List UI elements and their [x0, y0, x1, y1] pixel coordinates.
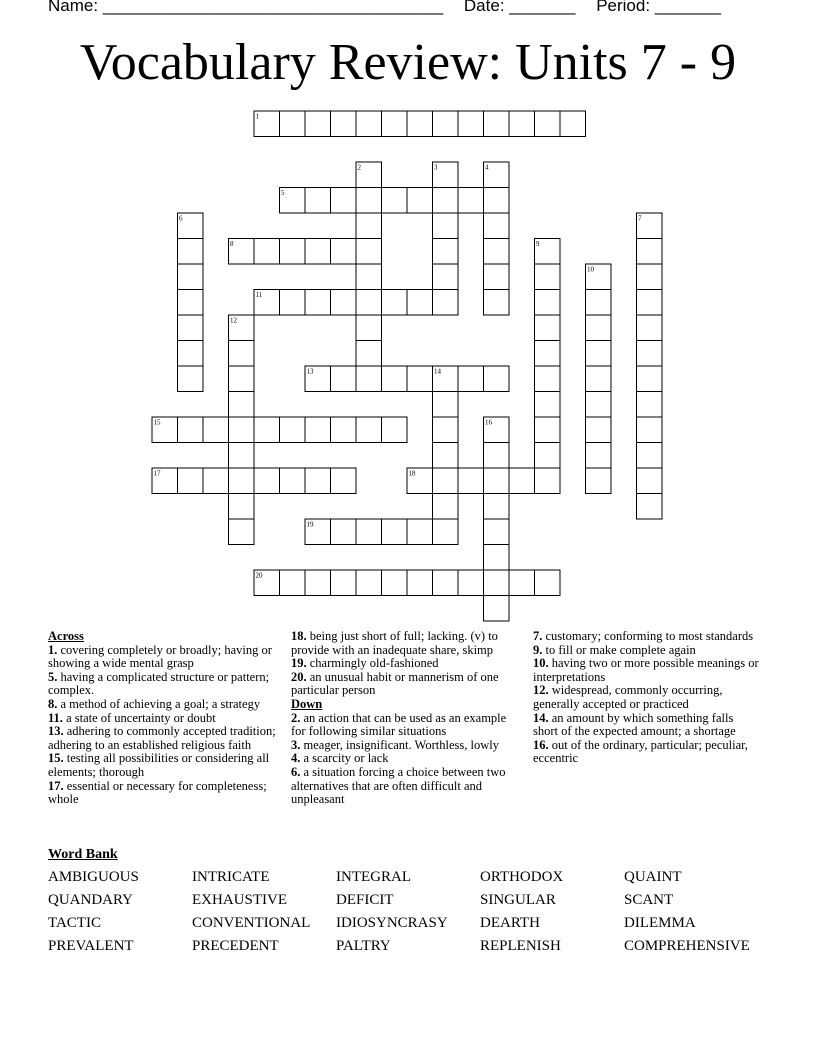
crossword-cell[interactable] — [484, 519, 510, 545]
crossword-cell[interactable] — [637, 443, 663, 469]
clue-text: an unusual habit or mannerism of one particular person — [291, 669, 499, 698]
crossword-cell[interactable] — [356, 417, 382, 443]
crossword-cell[interactable] — [382, 366, 408, 392]
clue-number: 20 — [255, 571, 263, 580]
clue-item — [48, 725, 278, 752]
clue-number-label: 8. — [48, 696, 58, 711]
crossword-cell[interactable] — [356, 519, 382, 545]
clue-number-label: 20. — [291, 669, 307, 684]
clue-number-label: 3. — [291, 737, 301, 752]
crossword-cell[interactable] — [382, 188, 408, 214]
clue-text: essential or necessary for completeness; whole — [48, 778, 267, 807]
crossword-cell[interactable] — [433, 417, 459, 443]
crossword-cell[interactable] — [433, 264, 459, 290]
clues-column-3 — [533, 630, 759, 766]
word-bank-item: DILEMMA — [624, 915, 696, 931]
crossword-cell[interactable] — [203, 417, 229, 443]
crossword-cell[interactable] — [331, 239, 357, 265]
crossword-cell[interactable] — [305, 468, 331, 494]
clue-item — [533, 684, 759, 711]
crossword-cell[interactable] — [305, 570, 331, 596]
down-heading: Down — [291, 696, 323, 711]
clue-item — [533, 657, 759, 684]
crossword-cell[interactable] — [535, 570, 561, 596]
crossword-cell[interactable] — [331, 519, 357, 545]
crossword-cell[interactable] — [637, 341, 663, 367]
crossword-cell[interactable] — [229, 443, 255, 469]
crossword-cell[interactable] — [356, 570, 382, 596]
clue-text: being just short of full; lacking. (v) to provide with an inadequate share, skimp — [291, 629, 498, 657]
date-field[interactable]: Date: _______ — [463, 0, 576, 15]
clue-number-label: 13. — [48, 724, 64, 739]
crossword-cell[interactable] — [331, 290, 357, 316]
crossword-cell[interactable] — [535, 392, 561, 418]
crossword-cell[interactable] — [305, 111, 331, 137]
clue-text: testing all possibilities or considering all elements; thorough — [48, 751, 270, 779]
clue-item — [291, 630, 523, 657]
crossword-cell[interactable] — [484, 443, 510, 469]
clue-item — [48, 671, 278, 698]
crossword-cell[interactable] — [433, 392, 459, 418]
crossword-cell[interactable] — [331, 570, 357, 596]
clue-number-label: 11. — [48, 710, 63, 725]
crossword-cell[interactable] — [586, 366, 612, 392]
word-bank-item: AMBIGUOUS — [48, 869, 139, 885]
clue-number: 15 — [153, 418, 161, 427]
word-bank-item: ORTHODOX — [480, 869, 564, 885]
crossword-cell[interactable] — [331, 366, 357, 392]
crossword-cell[interactable] — [484, 264, 510, 290]
crossword-cell[interactable] — [458, 188, 484, 214]
crossword-cell[interactable] — [484, 545, 510, 571]
clue-item — [48, 752, 278, 779]
crossword-cell[interactable] — [458, 366, 484, 392]
clue-item — [533, 712, 759, 739]
across-heading: Across — [48, 629, 84, 643]
crossword-cell[interactable] — [637, 468, 663, 494]
crossword-cell[interactable] — [178, 239, 204, 265]
crossword-cell[interactable] — [356, 239, 382, 265]
crossword-cell[interactable] — [484, 570, 510, 596]
crossword-cell[interactable] — [433, 494, 459, 520]
crossword-cell[interactable] — [535, 366, 561, 392]
clue-item — [48, 780, 278, 807]
clue-number-label: 15. — [48, 751, 64, 766]
crossword-cell[interactable] — [280, 417, 306, 443]
crossword-cell[interactable] — [637, 494, 663, 520]
clue-number: 14 — [434, 367, 441, 376]
crossword-cell[interactable] — [178, 417, 204, 443]
clue-text: out of the ordinary, particular; peculiar, eccentric — [533, 737, 748, 766]
crossword-cell[interactable] — [484, 366, 510, 392]
word-bank-item: SCANT — [624, 892, 674, 908]
crossword-cell[interactable] — [484, 468, 510, 494]
clue-number: 7 — [638, 214, 642, 223]
clue-number-label: 10. — [533, 656, 549, 671]
crossword-cell[interactable] — [280, 239, 306, 265]
crossword-cell[interactable] — [229, 468, 255, 494]
clue-item — [291, 752, 523, 766]
word-bank-item: QUAINT — [624, 869, 682, 885]
crossword-cell[interactable] — [178, 366, 204, 392]
crossword-cell[interactable] — [382, 417, 408, 443]
crossword-cell[interactable] — [305, 417, 331, 443]
clue-number: 19 — [306, 520, 314, 529]
crossword-cell[interactable] — [407, 111, 433, 137]
clue-number-label: 7. — [533, 629, 543, 643]
crossword-cell[interactable] — [586, 341, 612, 367]
clue-number-label: 1. — [48, 642, 58, 657]
crossword-cell[interactable] — [356, 341, 382, 367]
clue-item — [291, 657, 523, 671]
clue-number: 4 — [485, 163, 489, 172]
crossword-cell[interactable] — [407, 366, 433, 392]
word-bank-item: IDIOSYNCRASY — [336, 915, 448, 931]
word-bank-item: SINGULAR — [480, 892, 556, 908]
clue-number-label: 6. — [291, 764, 301, 779]
crossword-cell[interactable] — [484, 494, 510, 520]
crossword-cell[interactable] — [229, 341, 255, 367]
crossword-cell[interactable] — [229, 417, 255, 443]
crossword-cell[interactable] — [535, 315, 561, 341]
clue-text: to fill or make complete again — [542, 642, 696, 657]
clue-number-label: 2. — [291, 710, 301, 725]
crossword-cell[interactable] — [433, 188, 459, 214]
crossword-cell[interactable] — [535, 290, 561, 316]
clue-number: 8 — [230, 240, 234, 248]
clue-number: 5 — [281, 189, 285, 197]
word-bank-item: TACTIC — [48, 915, 101, 931]
word-bank-item: EXHAUSTIVE — [192, 892, 287, 908]
crossword-cell[interactable] — [535, 468, 561, 494]
clue-number-label: 17. — [48, 778, 64, 793]
clue-number-label: 19. — [291, 656, 307, 671]
clue-text: an action that can be used as an example for following similar situations — [291, 710, 507, 739]
crossword-cell[interactable] — [586, 417, 612, 443]
clue-text: adhering to commonly accepted tradition; adhering to an established religious faith — [48, 724, 276, 752]
crossword-cell[interactable] — [535, 417, 561, 443]
crossword-cell[interactable] — [178, 290, 204, 316]
crossword-cell[interactable] — [637, 264, 663, 290]
crossword-cell[interactable] — [229, 519, 255, 545]
crossword-cell[interactable] — [407, 290, 433, 316]
clue-text: a method of achieving a goal; a strategy — [57, 696, 261, 711]
crossword-cell[interactable] — [637, 366, 663, 392]
clue-item — [533, 630, 759, 644]
crossword-cell[interactable] — [484, 239, 510, 265]
crossword-cell[interactable] — [178, 468, 204, 494]
clue-number: 1 — [255, 112, 259, 121]
crossword-cell[interactable] — [178, 264, 204, 290]
crossword-cell[interactable] — [382, 519, 408, 545]
clues-column-1 — [48, 630, 278, 807]
crossword-cell[interactable] — [305, 188, 331, 214]
word-bank-item: CONVENTIONAL — [192, 915, 311, 931]
clue-item — [291, 739, 523, 753]
clue-text: widespread, commonly occurring, generally accepted or practiced — [533, 683, 723, 711]
clue-text: having a complicated structure or pattern; complex. — [48, 669, 270, 698]
crossword-cell[interactable] — [637, 239, 663, 265]
clue-number: 18 — [408, 469, 416, 478]
crossword-cell[interactable] — [254, 239, 280, 265]
clue-text: charmingly old-fashioned — [306, 656, 439, 671]
clue-number-label: 18. — [291, 629, 307, 643]
crossword-cell[interactable] — [535, 443, 561, 469]
crossword-cell[interactable] — [433, 443, 459, 469]
word-bank-item: PRECEDENT — [192, 938, 279, 954]
crossword-cell[interactable] — [535, 264, 561, 290]
clue-number: 6 — [179, 214, 183, 223]
clue-number-label: 14. — [533, 710, 549, 725]
crossword-cell[interactable] — [433, 111, 459, 137]
crossword-cell[interactable] — [331, 417, 357, 443]
crossword-cell[interactable] — [356, 213, 382, 239]
crossword-cell[interactable] — [254, 417, 280, 443]
crossword-cell[interactable] — [458, 468, 484, 494]
crossword-cell[interactable] — [509, 570, 535, 596]
clue-number: 10 — [587, 265, 594, 274]
crossword-cell[interactable] — [637, 392, 663, 418]
crossword-cell[interactable] — [560, 111, 586, 137]
crossword-cell[interactable] — [382, 570, 408, 596]
crossword-cell[interactable] — [458, 570, 484, 596]
crossword-cell[interactable] — [484, 290, 510, 316]
crossword-cell[interactable] — [484, 596, 510, 622]
crossword-cell[interactable] — [305, 239, 331, 265]
crossword-cell[interactable] — [407, 570, 433, 596]
clue-text: customary; conforming to most standards — [542, 629, 754, 643]
crossword-cell[interactable] — [586, 290, 612, 316]
crossword-cell[interactable] — [305, 290, 331, 316]
clue-text: having two or more possible meanings or interpretations — [533, 656, 759, 684]
clue-item — [48, 698, 278, 712]
crossword-cell[interactable] — [433, 570, 459, 596]
crossword-cell[interactable] — [229, 494, 255, 520]
clue-number: 11 — [255, 291, 263, 299]
crossword-cell[interactable] — [356, 188, 382, 214]
word-bank-item: QUANDARY — [48, 892, 134, 908]
clue-number-label: 16. — [533, 737, 549, 752]
clue-number: 3 — [434, 163, 438, 172]
crossword-cell[interactable] — [407, 188, 433, 214]
crossword-cell[interactable] — [509, 468, 535, 494]
crossword-cell[interactable] — [407, 519, 433, 545]
crossword-cell[interactable] — [509, 111, 535, 137]
crossword-cell[interactable] — [331, 188, 357, 214]
clue-text: a scarcity or lack — [300, 751, 389, 766]
crossword-cell[interactable] — [178, 315, 204, 341]
word-bank — [48, 866, 788, 958]
clues-column-2 — [291, 630, 523, 807]
crossword-cell[interactable] — [458, 111, 484, 137]
page-title: Vocabulary Review: Units 7 - 9 — [79, 34, 737, 91]
crossword-cell[interactable] — [331, 111, 357, 137]
name-field[interactable]: Name: ____________________________________ — [48, 0, 444, 15]
crossword-cell[interactable] — [356, 264, 382, 290]
crossword-cell[interactable] — [356, 290, 382, 316]
crossword-cell[interactable] — [433, 239, 459, 265]
crossword-cell[interactable] — [637, 290, 663, 316]
crossword-cell[interactable] — [637, 417, 663, 443]
crossword-cell[interactable] — [280, 468, 306, 494]
crossword-cell[interactable] — [280, 111, 306, 137]
crossword-cell[interactable] — [586, 392, 612, 418]
crossword-cell[interactable] — [586, 443, 612, 469]
crossword-cell[interactable] — [229, 392, 255, 418]
word-bank-title: Word Bank — [48, 847, 118, 862]
crossword-cell[interactable] — [484, 188, 510, 214]
clue-number-label: 5. — [48, 669, 58, 684]
clue-item — [291, 766, 523, 807]
crossword-cell[interactable] — [178, 341, 204, 367]
word-bank-item: REPLENISH — [480, 938, 561, 954]
clue-number: 13 — [306, 367, 314, 376]
crossword-cell[interactable] — [280, 570, 306, 596]
clue-text: a state of uncertainty or doubt — [62, 710, 216, 725]
clue-item — [291, 712, 523, 739]
crossword-cell[interactable] — [484, 111, 510, 137]
word-bank-item: DEARTH — [480, 915, 540, 931]
crossword-cell[interactable] — [382, 290, 408, 316]
crossword-cell[interactable] — [356, 366, 382, 392]
word-bank-item: DEFICIT — [336, 892, 394, 908]
crossword-cell[interactable] — [382, 111, 408, 137]
clue-item — [533, 644, 759, 658]
crossword-cell[interactable] — [637, 315, 663, 341]
clue-item — [291, 671, 523, 698]
period-field[interactable]: Period: _______ — [596, 0, 721, 15]
crossword-cell[interactable] — [433, 213, 459, 239]
crossword-cell[interactable] — [433, 290, 459, 316]
crossword-cell[interactable] — [586, 315, 612, 341]
crossword-cell[interactable] — [586, 468, 612, 494]
clue-number: 16 — [485, 418, 492, 427]
word-bank-item: INTRICATE — [192, 869, 270, 885]
clue-number-label: 9. — [533, 642, 543, 657]
clue-item — [48, 712, 278, 726]
clue-number-label: 12. — [533, 683, 549, 698]
crossword-cell[interactable] — [535, 111, 561, 137]
crossword-cell[interactable] — [433, 468, 459, 494]
word-bank-item: PALTRY — [336, 938, 391, 954]
clue-number: 9 — [536, 240, 540, 248]
clue-text: a situation forcing a choice between two alternatives that are often difficult and unpleasant — [291, 764, 506, 807]
clue-number: 17 — [153, 469, 161, 478]
crossword-cell[interactable] — [535, 341, 561, 367]
crossword-cell[interactable] — [484, 213, 510, 239]
crossword-cell[interactable] — [280, 290, 306, 316]
crossword-cell[interactable] — [254, 468, 280, 494]
crossword-cell[interactable] — [433, 519, 459, 545]
clue-text: covering completely or broadly; having or showing a wide mental grasp — [48, 642, 272, 671]
clue-text: an amount by which something falls short of the expected amount; a shortage — [533, 710, 736, 739]
word-bank-item: INTEGRAL — [336, 869, 411, 885]
clue-item — [533, 739, 759, 766]
crossword-cell[interactable] — [331, 468, 357, 494]
clue-number: 12 — [230, 316, 237, 325]
clue-number: 2 — [357, 163, 361, 172]
crossword-cell[interactable] — [356, 315, 382, 341]
clue-text: meager, insignificant. Worthless, lowly — [300, 737, 499, 752]
crossword-cell[interactable] — [203, 468, 229, 494]
word-bank-item: COMPREHENSIVE — [624, 938, 750, 954]
word-bank-item: PREVALENT — [48, 938, 134, 954]
crossword-cell[interactable] — [229, 366, 255, 392]
crossword-cell[interactable] — [356, 111, 382, 137]
clue-number-label: 4. — [291, 751, 301, 766]
clue-item — [48, 644, 278, 671]
